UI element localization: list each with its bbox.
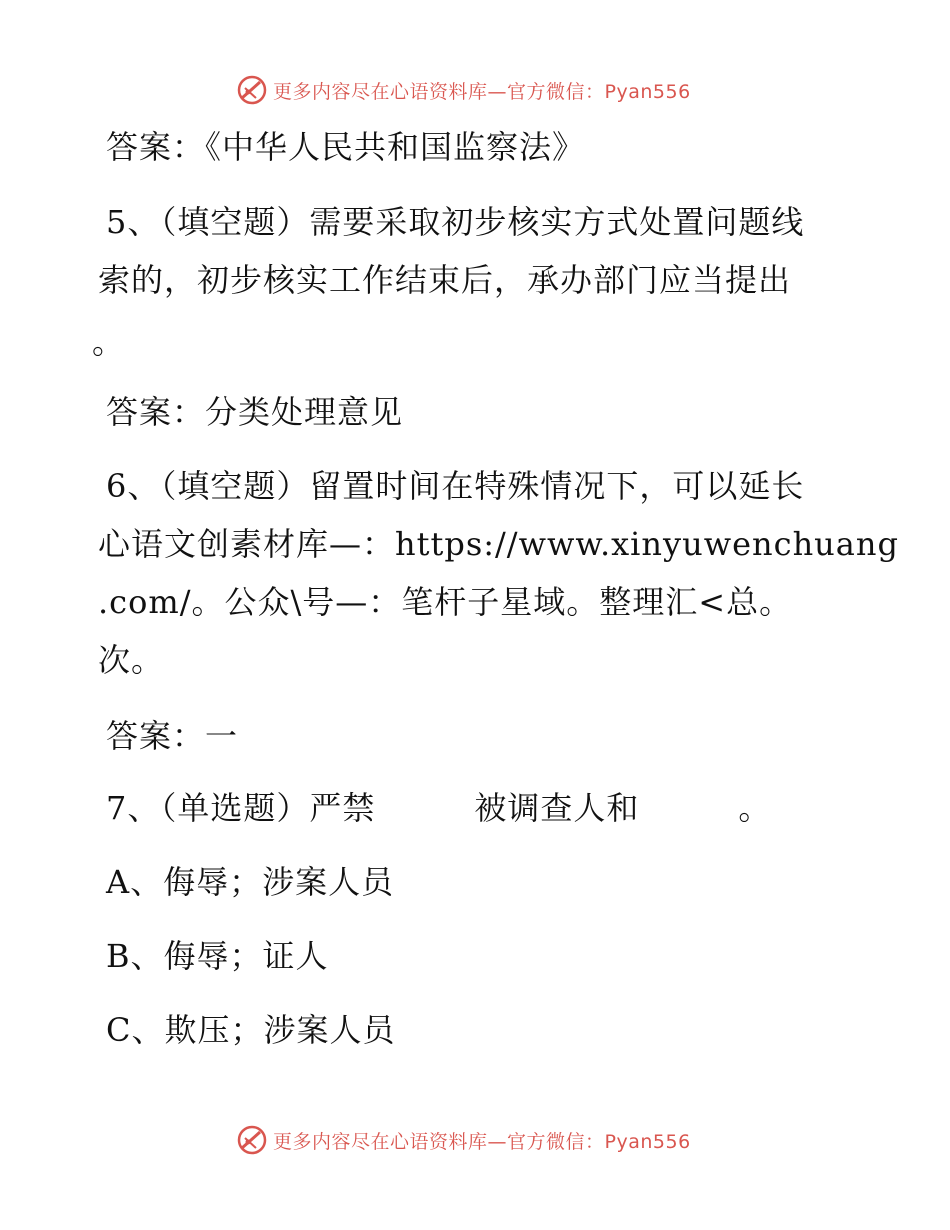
question-6-line-3: .com/。公众\号—：笔杆子星域。整理汇<总。 [98,583,793,621]
option-c: C、欺压；涉案人员 [106,1011,396,1049]
question-5-line-2: 索的，初步核实工作结束后，承办部门应当提出 [98,261,792,299]
question-6-line-1: 6、（填空题）留置时间在特殊情况下，可以延长 [106,467,805,505]
question-5-line-1: 5、（填空题）需要采取初步核实方式处置问题线 [106,203,805,241]
option-b: B、侮辱；证人 [106,937,329,975]
answer-4: 答案：《中华人民共和国监察法》 [106,128,586,166]
watermark-text: 更多内容尽在心语资料库—官方微信：Pyan556 [273,1130,691,1153]
watermark-header [236,72,691,108]
question-5-line-3: 。 [92,323,126,361]
watermark-text: 更多内容尽在心语资料库—官方微信：Pyan556 [273,80,691,103]
question-7: 7、（单选题）严禁 被调查人和 。 [106,789,772,827]
question-6-line-2: 心语文创素材库—：https://www.xinyuwenchuang [98,525,899,563]
option-a: A、侮辱；涉案人员 [106,863,395,901]
question-6-line-4: 次。 [98,641,165,679]
answer-5: 答案：分类处理意见 [106,393,404,431]
watermark-logo-icon [236,1124,268,1156]
watermark-logo-icon [236,74,268,106]
watermark-footer [236,1122,691,1158]
answer-6: 答案：一 [106,717,239,755]
